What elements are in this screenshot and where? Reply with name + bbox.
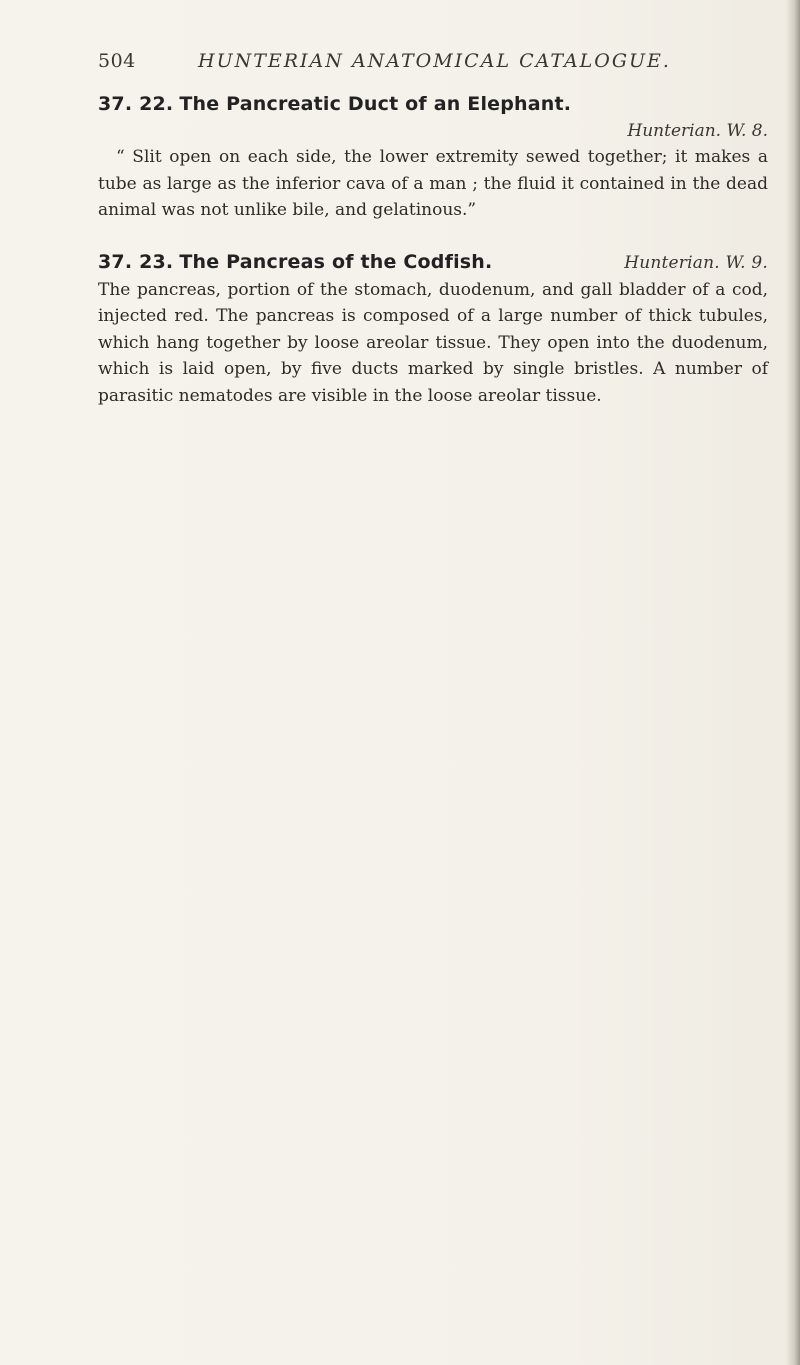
catalogue-entry: [98, 90, 768, 224]
running-head: [98, 50, 768, 72]
entry-source: Hunterian. W. 8.: [627, 121, 768, 141]
entry-number: 37. 23.: [98, 250, 174, 273]
page-content: [98, 50, 768, 409]
catalogue-entry: [98, 248, 768, 410]
entry-heading: [98, 248, 768, 277]
entry-title: The Pancreatic Duct of an Elephant.: [179, 93, 572, 115]
running-head-title: HUNTERIAN ANATOMICAL CATALOGUE.: [198, 50, 671, 72]
entry-source-line: [98, 118, 768, 144]
entry-heading: [98, 90, 768, 118]
entry-source: Hunterian. W. 9.: [624, 252, 768, 273]
entry-description: “ Slit open on each side, the lower extremity sewed together; it makes a tube as large as the inferior cava of a man ; the fluid it contained in the dead animal was not unlike bile, and gelatinous.”: [98, 147, 768, 220]
entry-title: The Pancreas of the Codfish.: [179, 250, 493, 273]
entry-number: 37. 22.: [98, 93, 174, 115]
entry-description: The pancreas, portion of the stomach, duodenum, and gall bladder of a cod, injected red. The pancreas is composed of a large number of thick tubules, which hang together by loose areolar tissue. They open into the duodenum, which is laid open, by five ducts marked by single bristles. A number of parasitic nematodes are visible in the loose areolar tissue.: [98, 279, 768, 406]
page-edge-shadow: [786, 0, 800, 1365]
page-number: 504: [98, 50, 136, 72]
